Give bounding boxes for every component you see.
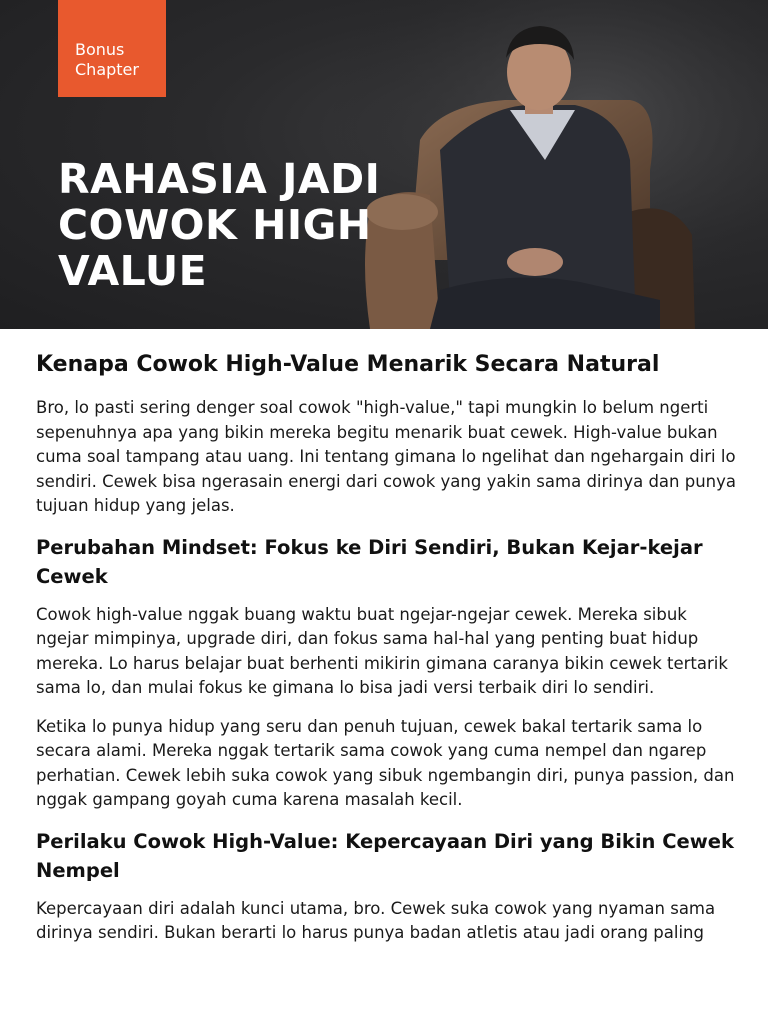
title-line-1: RAHASIA JADI (58, 155, 381, 203)
paragraph-3: Ketika lo punya hidup yang seru dan penuh tujuan, cewek bakal tertarik sama lo secara alami. Mereka nggak tertarik sama cowok yang cuma nempel dan ngarep perhatian. Cewek lebih suka cowok yang sibuk ngembangin diri, punya passion, dan nggak gampang goyah cuma karena masalah kecil. (36, 716, 735, 809)
bonus-chapter-badge (58, 0, 166, 97)
paragraph-2: Cowok high-value nggak buang waktu buat ngejar-ngejar cewek. Mereka sibuk ngejar mimpinya, upgrade diri, dan fokus sama hal-hal yang penting buat hidup mereka. Lo harus belajar buat berhenti mikirin gimana caranya bikin cewek tertarik sama lo, dan mulai fokus ke gimana lo bisa jadi versi terbaik diri lo sendiri. (36, 604, 728, 697)
paragraph-1: Bro, lo pasti sering denger soal cowok "high-value," tapi mungkin lo belum ngerti sepenuhnya apa yang bikin mereka begitu menarik buat cewek. High-value bukan cuma soal tampang atau uang. Ini tentang gimana lo ngelihat dan ngehargain diri lo sendiri. Cewek bisa ngerasain energi dari cowok yang yakin sama dirinya dan punya tujuan hidup yang jelas. (36, 398, 736, 515)
title-line-3: VALUE (58, 247, 208, 295)
article-body (36, 350, 736, 960)
section-heading-2: Perubahan Mindset: Fokus ke Diri Sendiri, Bukan Kejar-kejar Cewek (36, 535, 703, 588)
section-heading-1: Kenapa Cowok High-Value Menarik Secara Natural (36, 352, 660, 377)
paragraph-4: Kepercayaan diri adalah kunci utama, bro. Cewek suka cowok yang nyaman sama dirinya sendiri. Bukan berarti lo harus punya badan atletis atau jadi orang paling (36, 898, 716, 942)
badge-line-2: Chapter (75, 60, 139, 79)
badge-line-1: Bonus (75, 40, 125, 59)
hero-banner (0, 0, 768, 329)
section-heading-3: Perilaku Cowok High-Value: Kepercayaan Diri yang Bikin Cewek Nempel (36, 829, 734, 882)
page-title (58, 156, 418, 294)
title-line-2: COWOK HIGH (58, 201, 372, 249)
